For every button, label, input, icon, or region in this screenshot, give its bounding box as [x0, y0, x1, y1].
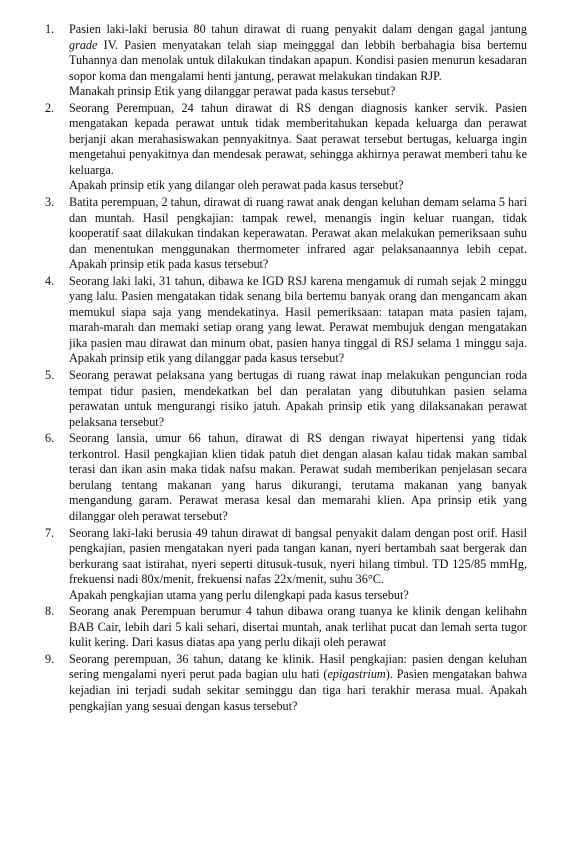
question-5 [0, 368, 586, 430]
text-segment: ). Pasien mengatakan bahwa kejadian ini terjadi sudah sekitar seminggu dan tiga hari terakhir merasa mual. Apakah pengkajian yang sesuai dengan kasus tersebut? [69, 667, 527, 713]
question-number: 3. [45, 195, 55, 210]
question-paragraph: Seorang perawat pelaksana yang bertugas di ruang rawat inap melakukan penguncian roda tempat tidur pasien, mendekatkan bel dan peralatan yang dibutuhkan pasien selama perawatan untuk mengurangi risiko jatuh. Apakah prinsip etik yang dilaksanakan perawat pelaksana tersebut? [69, 368, 527, 429]
question-text [69, 101, 527, 194]
question-list [0, 22, 586, 714]
question-paragraph [69, 652, 527, 714]
question-prompt: Apakah pengkajian utama yang perlu dilengkapi pada kasus tersebut? [69, 587, 409, 602]
question-text [69, 604, 527, 651]
question-text [69, 368, 527, 430]
question-7 [0, 526, 586, 604]
question-4 [0, 274, 586, 367]
question-text [69, 652, 527, 714]
question-text [69, 22, 527, 100]
question-number: 2. [45, 100, 55, 115]
question-paragraph: Seorang laki laki, 31 tahun, dibawa ke IGD RSJ karena mengamuk di rumah sejak 2 minggu yang lalu. Pasien mengatakan tidak senang bila bertemu banyak orang dan mengancam akan memukul siapa saja yang mendekatinya. Hasil pemeriksaan: tatapan mata pasien tajam, marah-marah dan memaki setiap orang yang lewat. Perawat membujuk dengan mengatakan jika pasien mau dirawat dan minum obat, pasien hanya tinggal di RSJ selama 1 minggu saja. Apakah prinsip etik yang dilanggar pada kasus tersebut? [69, 273, 527, 366]
question-2 [0, 101, 586, 194]
question-prompt: Apakah prinsip etik yang dilangar oleh perawat pada kasus tersebut? [69, 178, 404, 193]
question-6 [0, 431, 586, 524]
question-number: 8. [45, 604, 55, 619]
question-8 [0, 604, 586, 651]
question-text [69, 195, 527, 273]
question-number: 4. [45, 273, 55, 288]
question-number: 9. [45, 651, 55, 666]
question-number: 1. [45, 22, 55, 36]
question-paragraph: Seorang anak Perempuan berumur 4 tahun dibawa orang tuanya ke klinik dengan kelihahn BAB Cair, lebih dari 5 kali sehari, disertai muntah, anak terlihat pucat dan lemah serta tugor kulit kering. Dari kasus diatas apa yang perlu dikaji oleh perawat [69, 604, 527, 650]
question-paragraph: Seorang laki-laki berusia 49 tahun dirawat di bangsal penyakit dalam dengan post orif. Hasil pengkajian, pasien mengatakan nyeri pada tangan kanan, nyeri bertambah saat bergerak dan berkurang saat istirahat, nyeri seperti ditusuk-tusuk, nyeri hilang timbul. TD 125/85 mmHg, frekuensi nadi 80x/menit, frekuensi nafas 22x/menit, suhu 36°C. [69, 525, 527, 587]
question-text [69, 526, 527, 604]
question-1 [0, 22, 586, 100]
text-segment: Pasien laki-laki berusia 80 tahun dirawat di ruang penyakit dalam dengan gagal jantung [69, 22, 527, 36]
question-number: 6. [45, 431, 55, 446]
question-number: 5. [45, 368, 55, 383]
question-9 [0, 652, 586, 714]
question-paragraph: Seorang Perempuan, 24 tahun dirawat di RS dengan diagnosis kanker servik. Pasien mengatakan kepada perawat untuk tidak memberitahukan kepada keluarga dan perawat berjanji akan merahasiswakan pennyakitnya. Saat perawat tersebut bertugas, keluarga ingin mengetahui penyakitnya dan mendesak perawat, sehingga akhirnya perawat memberi tahu ke keluarga. [69, 100, 527, 177]
text-segment: Seorang perempuan, 36 tahun, datang ke klinik. Hasil pengkajian: pasien dengan keluhan sering mengalami nyeri perut pada bagian ulu hati ( [69, 651, 527, 682]
italic-term: epigastrium [327, 667, 386, 682]
question-paragraph: Batita perempuan, 2 tahun, dirawat di ruang rawat anak dengan keluhan demam selama 5 hari dan muntah. Hasil pengkajian: tampak rewel, menangis ingin keluar ruangan, tidak kooperatif saat dilakukan tindakan keperawatan. Perawat akan melakukan pemeriksaan suhu dan menentukan menggunakan thermometer infrared agar pelaksanaannya lebih cepat. Apakah prinsip etik pada kasus tersebut? [69, 195, 527, 272]
question-text [69, 431, 527, 524]
question-paragraph: Seorang lansia, umur 66 tahun, dirawat di RS dengan riwayat hipertensi yang tidak terkontrol. Hasil pengkajian klien tidak patuh diet dengan alasan kalau tidak makan sambal terasi dan ikan asin maka tidak nafsu makan. Perawat sudah memberikan penjelasan secara berulang tentang makanan yang harus dikurangi, terutama makanan yang banyak mengandung garam. Perawat merasa kesal dan memarahi klien. Apa prinsip etik yang dilanggar oleh perawat tersebut? [69, 431, 527, 523]
document-page [0, 22, 586, 715]
text-segment: IV. Pasien menyatakan telah siap meingggal dan lebbih berbahagia bisa bertemu Tuhannya dan menolak untuk dilakukan tindakan apapun. Kondisi pasien menurun kesadaran sopor koma dan mengalami henti jantung, perawat melakukan tindakan RJP. [69, 37, 527, 83]
question-prompt: Manakah prinsip Etik yang dilanggar perawat pada kasus tersebut? [69, 84, 396, 99]
question-text [69, 274, 527, 367]
question-number: 7. [45, 525, 55, 540]
question-paragraph [69, 22, 527, 84]
question-3 [0, 195, 586, 273]
italic-term: grade [69, 37, 98, 52]
